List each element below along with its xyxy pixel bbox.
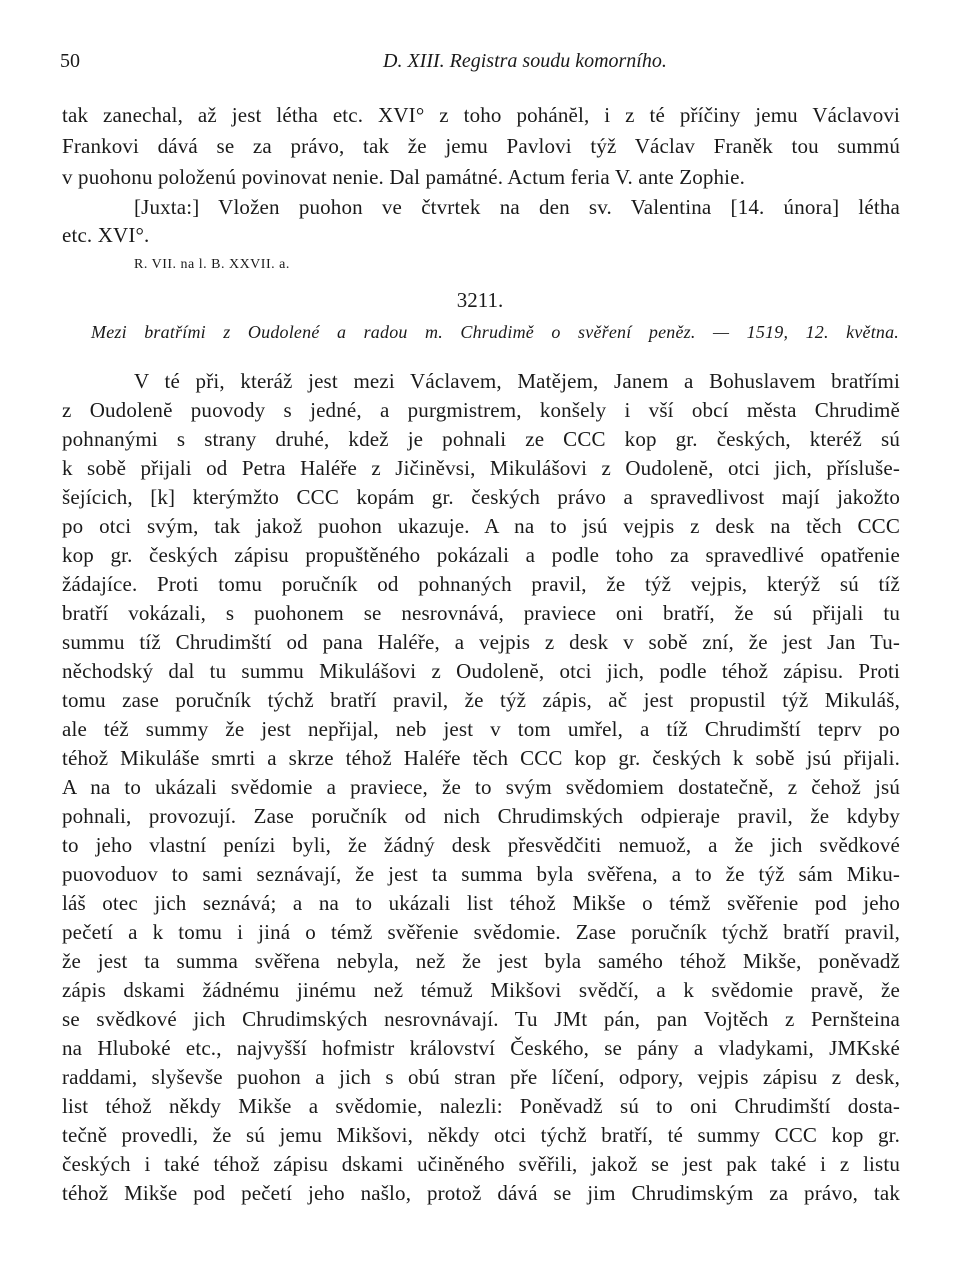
running-head <box>60 50 900 82</box>
entry-number: 3211. <box>456 288 504 312</box>
source-reference: R. VII. na l. B. XXVII. a. <box>134 257 290 272</box>
body-line: Frankovi dává se za právo, tak že jemu Pavlovi týž Václav Franěk tou summú <box>62 134 900 158</box>
body-line: na Hluboké etc., najvyšší hofmistr království Českého, se pány a vladykami, JMKské <box>62 1036 900 1060</box>
note-line: etc. XVI°. <box>62 223 150 247</box>
body-line: tomu zase poručník týchž bratří pravil, že týž zápis, ač jest propustil týž Mikuláš, <box>62 688 900 712</box>
body-line: ale též summy že jest nepřijal, neb jest v tom umřel, a tíž Chrudimští teprv po <box>62 717 900 741</box>
body-line: pohnanými s strany druhé, kdež je pohnali ze CCC kop gr. českých, kteréž sú <box>62 427 900 451</box>
running-title: D. XIII. Registra soudu komorního. <box>383 50 667 72</box>
body-line: puovoduov to sami seznávají, že jest ta summa byla svěřena, a to že týž sám Miku- <box>62 862 900 886</box>
body-line: že jest ta summa svěřena nebyla, než že jest byla samého téhož Mikše, poněvadž <box>62 949 900 973</box>
body-line: tak zanechal, až jest létha etc. XVI° z toho pohánĕl, i z té příčiny jemu Václavovi <box>62 103 900 127</box>
body-line: raddami, slyševše puohon a jich s obú stran pře líčení, odpory, vejpis zápisu z desk, <box>62 1065 900 1089</box>
body-line: po otci svým, tak jakož puohon ukazuje. A na to jsú vejpis z desk na těch CCC <box>62 514 900 538</box>
body-line: téhož Mikše pod pečetí jeho našlo, protož dává se jim Chrudimským za právo, tak <box>62 1181 900 1205</box>
body-line: V té při, kteráž jest mezi Václavem, Matějem, Janem a Bohuslavem bratřími <box>134 369 900 393</box>
body-line: pohnali, provozují. Zase poručník od nich Chrudimských odpieraje pravil, že kdyby <box>62 804 900 828</box>
body-line: A na to ukázali svědomie a praviece, že to svým svědomiem dostatečně, z čehož jsú <box>62 775 900 799</box>
body-line: téhož Mikuláše smrti a skrze téhož Haléře těch CCC kop gr. českých k sobě jsú přijali. <box>62 746 900 770</box>
body-line: kop gr. českých zápisu propuštěného pokázali a podle toho za spravedlivé opatřenie <box>62 543 900 567</box>
body-line: k sobě přijali od Petra Haléře z Jičiněvsi, Mikulášovi z Oudolenĕ, otci jich, přísluše- <box>62 456 900 480</box>
body-line: se svědkové jich Chrudimských nesrovnávají. Tu JMt pán, pan Vojtěch z Pernšteina <box>62 1007 900 1031</box>
body-line: to jeho vlastní penízi byli, že žádný desk přesvědčiti nemuož, a že jich svědkové <box>62 833 900 857</box>
body-line: šejícich, [k] kterýmžto CCC kopám gr. českých právo a spravedlivost mají jakožto <box>62 485 900 509</box>
body-line: žádajíce. Proti tomu poručník od pohnaných pravil, že týž vejpis, kterýž sú tíž <box>62 572 900 596</box>
body-line: bratří vokázali, s puohonem se nesrovnává, praviece oni bratří, že sú přijali tu <box>62 601 900 625</box>
body-line: českých i také téhož zápisu dskami učiněného svěřili, jakož se jest pak také i z listu <box>62 1152 900 1176</box>
body-line: něchodský dal tu summu Mikulášovi z Oudolenĕ, otci jich, podle téhož zápisu. Proti <box>62 659 900 683</box>
entry-regest: Mezi bratřími z Oudolené a radou m. Chrudimě o svěření peněz. — 1519, 12. května. <box>91 322 899 342</box>
body-line: zápis dskami žádnému jinému než témuž Mikšovi svědčí, a k svědomie pravě, že <box>62 978 900 1002</box>
body-line: láš otec jich seznává; a na to ukázali list téhož Mikše o témž svěřenie pod jeho <box>62 891 900 915</box>
note-line: [Juxta:] Vložen puohon ve čtvrtek na den sv. Valentina [14. února] létha <box>134 195 900 219</box>
body-line: list téhož někdy Mikše a svědomie, nalezli: Poněvadž sú to oni Chrudimští dosta- <box>62 1094 900 1118</box>
body-line: tečně provedli, že sú jemu Mikšovi, někdy otci týchž bratří, té summy CCC kop gr. <box>62 1123 900 1147</box>
body-line: z Oudolenĕ puovody s jedné, a purgmistrem, konšely i vší obcí města Chrudimě <box>62 398 900 422</box>
body-line: pečetí a k tomu i jiná o témž svěřenie svědomie. Zase poručník týchž bratří pravil, <box>62 920 900 944</box>
body-line: v puohonu položenú povinovat nenie. Dal památné. Actum feria V. ante Zophie. <box>62 165 746 189</box>
page-number: 50 <box>60 50 80 72</box>
body-line: summu tíž Chrudimští od pana Haléře, a vejpis z desk v sobě zní, že jest Jan Tu- <box>62 630 900 654</box>
